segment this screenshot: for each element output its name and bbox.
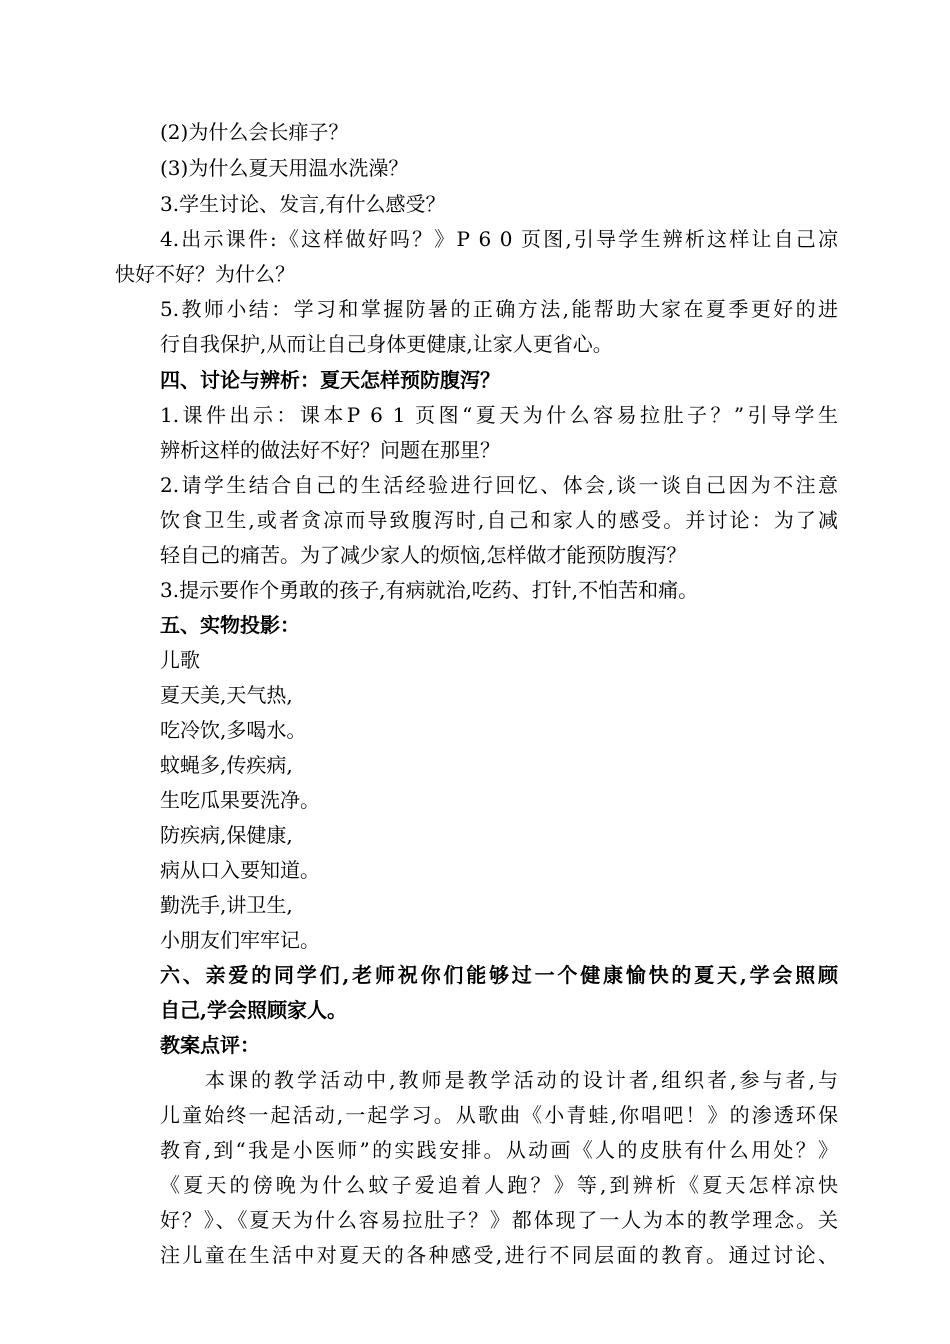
text-line: (3)为什么夏天用温水洗澡？	[160, 156, 409, 180]
text-line: (2)为什么会长痱子？	[160, 120, 349, 144]
text-line: 《夏天的傍晚为什么蚊子爱追着人跑？》等,到辨析《夏天怎样凉快	[160, 1173, 838, 1197]
text-line: 儿童始终一起活动,一起学习。从歌曲《小青蛙,你唱吧！》的渗透环保	[160, 1103, 838, 1127]
text-line: 注儿童在生活中对夏天的各种感受,进行不同层面的教育。通过讨论、	[160, 1243, 838, 1267]
poem-line: 防疾病,保健康,	[160, 823, 293, 847]
poem-line: 病从口入要知道。	[160, 858, 320, 882]
text-line: 5.教师小结：学习和掌握防暑的正确方法,能帮助大家在夏季更好的进	[160, 297, 838, 321]
text-line: 1.课件出示：课本P 6 1 页图“夏天为什么容易拉肚子？”引导学生	[160, 403, 838, 427]
text-line: 3.提示要作个勇敢的孩子,有病就治,吃药、打针,不怕苦和痛。	[160, 578, 699, 602]
poem-line: 蚊蝇多,传疾病,	[160, 753, 293, 777]
text-line: 2.请学生结合自己的生活经验进行回忆、体会,谈一谈自己因为不注意	[160, 473, 838, 497]
poem-line: 夏天美,天气热,	[160, 683, 293, 707]
section-heading: 六、亲爱的同学们,老师祝你们能够过一个健康愉快的夏天,学会照顾	[160, 963, 838, 987]
section-heading: 教案点评：	[160, 1033, 260, 1057]
text-line: 4.出示课件:《这样做好吗？》P 6 0 页图,引导学生辨析这样让自己凉	[160, 227, 838, 251]
section-heading: 四、讨论与辨析：夏天怎样预防腹泻？	[160, 368, 500, 392]
poem-title: 儿歌	[160, 648, 200, 672]
text-line: 教育,到“我是小医师”的实践安排。从动画《人的皮肤有什么用处？》	[160, 1138, 838, 1162]
text-line: 好？》、《夏天为什么容易拉肚子？》都体现了一人为本的教学理念。关	[160, 1208, 838, 1232]
poem-line: 生吃瓜果要洗净。	[160, 788, 320, 812]
poem-line: 吃冷饮,多喝水。	[160, 718, 307, 742]
text-line: 快好不好？为什么？	[115, 262, 295, 286]
text-line: 轻自己的痛苦。为了减少家人的烦恼,怎样做才能预防腹泻？	[160, 543, 687, 567]
text-line: 辨析这样的做法好不好？问题在那里？	[160, 438, 500, 462]
text-line: 3.学生讨论、发言,有什么感受？	[160, 192, 446, 216]
text-line: 饮食卫生,或者贪凉而导致腹泻时,自己和家人的感受。并讨论：为了减	[160, 508, 838, 532]
poem-line: 小朋友们牢牢记。	[160, 928, 320, 952]
section-heading: 五、实物投影：	[160, 613, 300, 637]
poem-line: 勤洗手,讲卫生,	[160, 893, 293, 917]
text-line: 本课的教学活动中,教师是教学活动的设计者,组织者,参与者,与	[205, 1068, 838, 1092]
text-line: 行自我保护,从而让自己身体更健康,让家人更省心。	[160, 332, 613, 356]
section-heading: 自己,学会照顾家人。	[160, 998, 347, 1022]
